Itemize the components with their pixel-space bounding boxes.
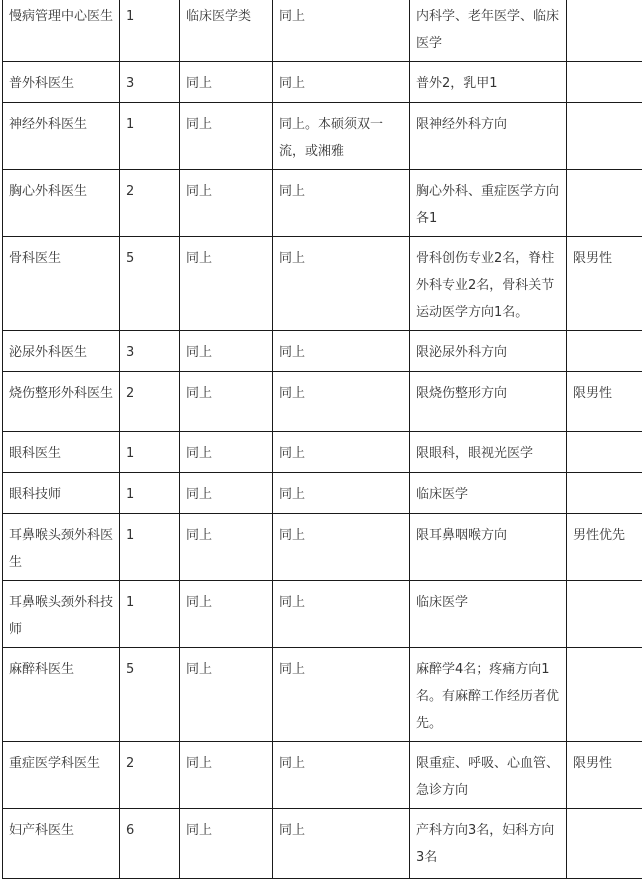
count-cell: 3 (120, 62, 180, 103)
table-row (3, 331, 642, 372)
major-cell: 同上 (180, 331, 273, 372)
post-cell: 泌尿外科医生 (3, 331, 120, 372)
count-cell: 1 (120, 514, 180, 581)
note-cell: 限男性 (567, 372, 642, 432)
post-cell: 眼科技师 (3, 473, 120, 514)
degree-cell: 同上 (273, 514, 410, 581)
major-cell: 同上 (180, 372, 273, 432)
requirement-cell: 胸心外科、重症医学方向各1 (410, 170, 567, 237)
degree-cell: 同上 (273, 742, 410, 809)
count-cell: 3 (120, 331, 180, 372)
note-cell (567, 62, 642, 103)
post-cell: 普外科医生 (3, 62, 120, 103)
requirement-cell: 限重症、呼吸、心血管、急诊方向 (410, 742, 567, 809)
table-row (3, 514, 642, 581)
requirement-cell: 限神经外科方向 (410, 103, 567, 170)
note-cell (567, 809, 642, 879)
count-cell: 2 (120, 742, 180, 809)
table-row (3, 62, 642, 103)
requirement-cell: 限眼科，眼视光医学 (410, 432, 567, 473)
requirement-cell: 普外2，乳甲1 (410, 62, 567, 103)
post-cell: 烧伤整形外科医生 (3, 372, 120, 432)
note-cell (567, 103, 642, 170)
requirement-cell: 限烧伤整形方向 (410, 372, 567, 432)
note-cell: 男性优先 (567, 514, 642, 581)
post-cell: 慢病管理中心医生 (3, 0, 120, 62)
post-cell: 妇产科医生 (3, 809, 120, 879)
post-cell: 麻醉科医生 (3, 648, 120, 742)
note-cell (567, 432, 642, 473)
major-cell: 同上 (180, 170, 273, 237)
major-cell: 同上 (180, 432, 273, 473)
table-row (3, 432, 642, 473)
degree-cell: 同上 (273, 62, 410, 103)
post-cell: 骨科医生 (3, 237, 120, 331)
note-cell (567, 0, 642, 62)
count-cell: 1 (120, 432, 180, 473)
table-row (3, 473, 642, 514)
degree-cell: 同上 (273, 648, 410, 742)
table-row (3, 742, 642, 809)
table-row (3, 648, 642, 742)
table-row (3, 170, 642, 237)
count-cell: 1 (120, 0, 180, 62)
major-cell: 临床医学类 (180, 0, 273, 62)
post-cell: 耳鼻喉头颈外科医生 (3, 514, 120, 581)
count-cell: 2 (120, 372, 180, 432)
note-cell (567, 648, 642, 742)
count-cell: 2 (120, 170, 180, 237)
note-cell (567, 473, 642, 514)
table-row (3, 237, 642, 331)
degree-cell: 同上 (273, 581, 410, 648)
count-cell: 1 (120, 473, 180, 514)
table-row (3, 581, 642, 648)
post-cell: 耳鼻喉头颈外科技师 (3, 581, 120, 648)
note-cell: 限男性 (567, 237, 642, 331)
note-cell (567, 581, 642, 648)
count-cell: 5 (120, 237, 180, 331)
requirement-cell: 产科方向3名，妇科方向3名 (410, 809, 567, 879)
note-cell: 限男性 (567, 742, 642, 809)
requirement-cell: 限泌尿外科方向 (410, 331, 567, 372)
major-cell: 同上 (180, 648, 273, 742)
requirement-cell: 麻醉学4名；疼痛方向1名。有麻醉工作经历者优先。 (410, 648, 567, 742)
requirement-cell: 临床医学 (410, 581, 567, 648)
major-cell: 同上 (180, 514, 273, 581)
post-cell: 胸心外科医生 (3, 170, 120, 237)
table-row (3, 372, 642, 432)
recruitment-table (2, 0, 642, 879)
post-cell: 神经外科医生 (3, 103, 120, 170)
table-row (3, 103, 642, 170)
count-cell: 1 (120, 103, 180, 170)
degree-cell: 同上。本硕须双一流，或湘雅 (273, 103, 410, 170)
degree-cell: 同上 (273, 170, 410, 237)
requirement-cell: 内科学、老年医学、临床医学 (410, 0, 567, 62)
table-row (3, 809, 642, 879)
major-cell: 同上 (180, 473, 273, 514)
note-cell (567, 170, 642, 237)
degree-cell: 同上 (273, 237, 410, 331)
count-cell: 1 (120, 581, 180, 648)
major-cell: 同上 (180, 581, 273, 648)
count-cell: 6 (120, 809, 180, 879)
major-cell: 同上 (180, 809, 273, 879)
degree-cell: 同上 (273, 809, 410, 879)
major-cell: 同上 (180, 62, 273, 103)
count-cell: 5 (120, 648, 180, 742)
major-cell: 同上 (180, 742, 273, 809)
requirement-cell: 限耳鼻咽喉方向 (410, 514, 567, 581)
post-cell: 眼科医生 (3, 432, 120, 473)
major-cell: 同上 (180, 103, 273, 170)
degree-cell: 同上 (273, 331, 410, 372)
degree-cell: 同上 (273, 473, 410, 514)
major-cell: 同上 (180, 237, 273, 331)
degree-cell: 同上 (273, 432, 410, 473)
requirement-cell: 骨科创伤专业2名，脊柱外科专业2名，骨科关节运动医学方向1名。 (410, 237, 567, 331)
note-cell (567, 331, 642, 372)
degree-cell: 同上 (273, 372, 410, 432)
degree-cell: 同上 (273, 0, 410, 62)
post-cell: 重症医学科医生 (3, 742, 120, 809)
table-row (3, 0, 642, 62)
requirement-cell: 临床医学 (410, 473, 567, 514)
